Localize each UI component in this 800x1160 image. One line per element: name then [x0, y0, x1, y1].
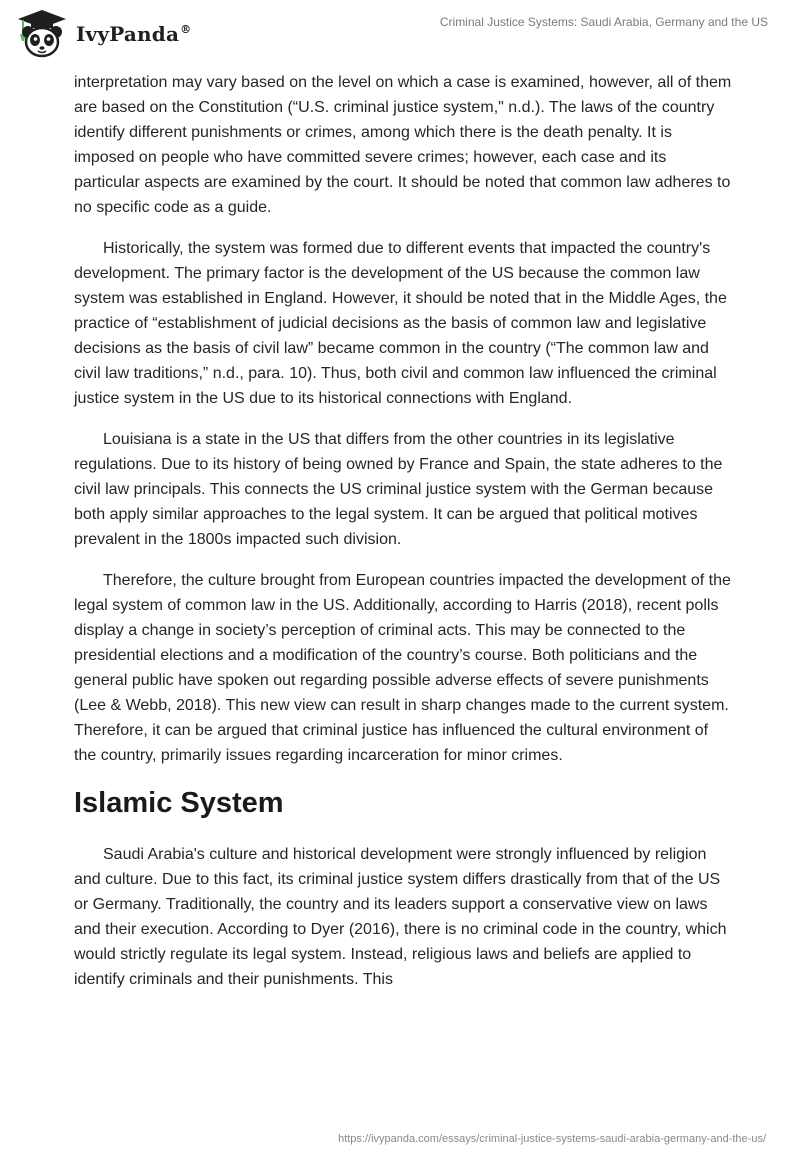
page-header — [0, 0, 800, 70]
essay-body — [74, 70, 734, 1008]
panda-graduate-icon — [14, 8, 70, 60]
document-title: Criminal Justice Systems: Saudi Arabia, Germany and the US — [439, 15, 768, 29]
paragraph-saudi-arabia: Saudi Arabia's culture and historical development were strongly influenced by religion and culture. Due to this fact, its criminal justice system differs drastically from that of the US or Germany. Traditionally, the country and its leaders support a conservative view on laws and their execution. According to Dyer (2016), there is no criminal code in the country, which would strictly regulate its legal system. Instead, religious laws and beliefs are applied to identify criminals and their punishments. This — [74, 846, 727, 988]
logo-wordmark: IvyPanda® — [76, 22, 192, 46]
paragraph-louisiana: Louisiana is a state in the US that differs from the other countries in its legislative regulations. Due to its history of being owned by France and Spain, the state adheres to the civil law principals. This connects the US criminal justice system with the German because both apply similar approaches to the legal system. It can be argued that political motives prevalent in the 1800s impacted such division. — [74, 431, 723, 548]
ivypanda-logo[interactable] — [14, 8, 191, 60]
section-heading-islamic-system: Islamic System — [74, 787, 284, 819]
paragraph-historical: Historically, the system was formed due to different events that impacted the country's development. The primary factor is the development of the US because the common law system was established in England. However, it should be noted that in the Middle Ages, the practice of “establishment of judicial decisions as the basis of common law and legislative decisions as the basis of civil law” became common in the country (“The common law and civil law traditions,” n.d., para. 10). Thus, both civil and common law influenced the criminal justice system in the US due to its historical connections with England. — [74, 240, 727, 407]
footer-url[interactable]: https://ivypanda.com/essays/criminal-justice-systems-saudi-arabia-germany-and-the-us/ — [338, 1133, 766, 1145]
registered-mark: ® — [180, 23, 192, 37]
paragraph-culture: Therefore, the culture brought from European countries impacted the development of the legal system of common law in the US. Additionally, according to Harris (2018), recent polls display a change in society’s perception of criminal acts. This may be connected to the presidential elections and a modification of the country’s course. Both politicians and the general public have spoken out regarding possible adverse effects of severe punishments (Lee & Webb, 2018). This new view can result in sharp changes made to the current system. Therefore, it can be argued that criminal justice has influenced the cultural environment of the country, primarily issues regarding incarceration for minor crimes. — [74, 572, 731, 764]
paragraph-continuation: interpretation may vary based on the level on which a case is examined, however, all of them are based on the Constitution (“U.S. criminal justice system," n.d.). The laws of the country identify different punishments or crimes, among which there is the death penalty. It is imposed on people who have committed severe crimes; however, each case and its particular aspects are examined by the court. It should be noted that common law adheres to no specific code as a guide. — [74, 74, 732, 216]
